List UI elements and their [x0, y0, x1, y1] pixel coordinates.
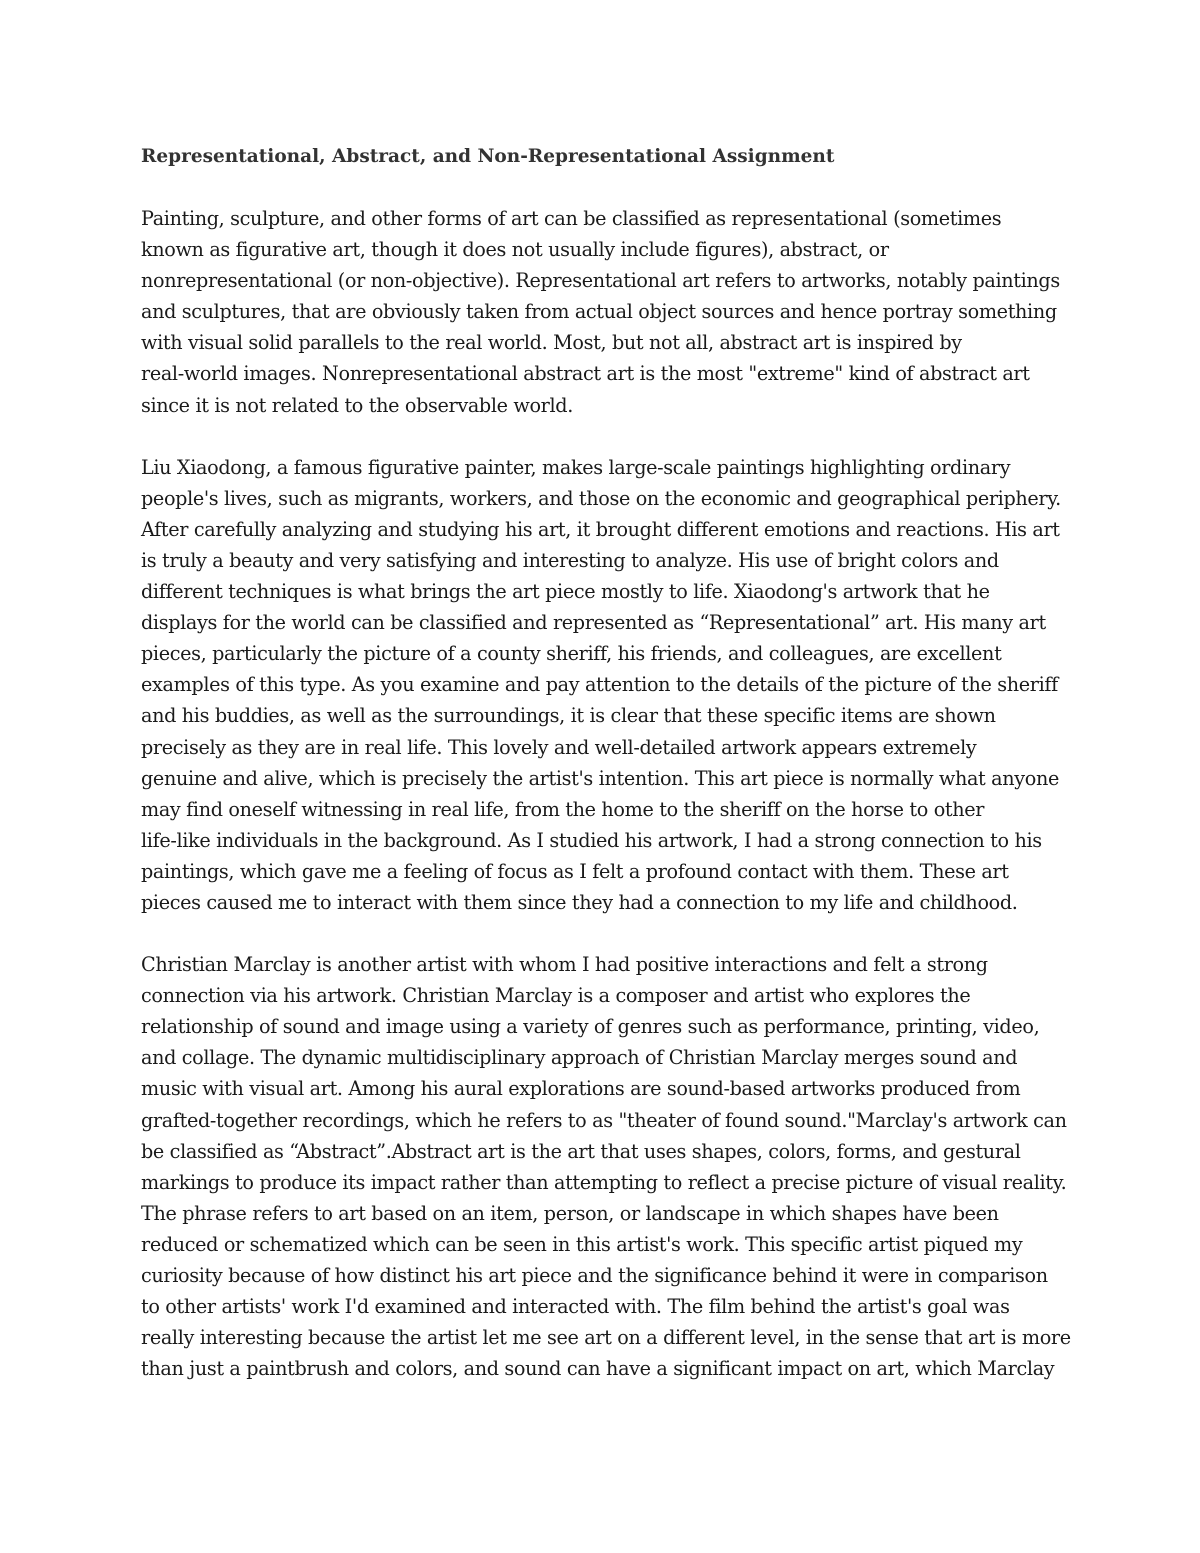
text-line: is truly a beauty and very satisfying and interesting to analyze. His use of bright colors and	[141, 548, 999, 572]
text-line: real-world images. Nonrepresentational abstract art is the most "extreme" kind of abstract art	[141, 362, 1030, 386]
text-line: different techniques is what brings the art piece mostly to life. Xiaodong's artwork that he	[141, 580, 990, 604]
text-line: markings to produce its impact rather than attempting to reflect a precise picture of visual reality.	[141, 1170, 1067, 1194]
text-line: with visual solid parallels to the real world. Most, but not all, abstract art is inspired by	[141, 331, 962, 355]
text-line: relationship of sound and image using a variety of genres such as performance, printing, video,	[141, 1015, 1040, 1039]
text-line: and sculptures, that are obviously taken from actual object sources and hence portray something	[141, 300, 1057, 324]
text-line: Liu Xiaodong, a famous figurative painter, makes large-scale paintings highlighting ordinary	[141, 455, 1011, 479]
text-line: since it is not related to the observable world.	[141, 393, 573, 417]
paragraph-christian-marclay	[141, 949, 1071, 1384]
text-line: really interesting because the artist let me see art on a different level, in the sense that art is more	[141, 1326, 1071, 1350]
document-body	[141, 141, 1071, 1415]
paragraph-representational-intro	[141, 203, 1066, 421]
text-line: music with visual art. Among his aural explorations are sound-based artworks produced from	[141, 1077, 1021, 1101]
text-line: pieces caused me to interact with them since they had a connection to my life and childhood.	[141, 890, 1018, 914]
text-line: reduced or schematized which can be seen in this artist's work. This specific artist piqued my	[141, 1232, 1023, 1256]
document-title: Representational, Abstract, and Non-Representational Assignment	[141, 146, 835, 167]
text-line: Christian Marclay is another artist with whom I had positive interactions and felt a strong	[141, 953, 988, 977]
text-line: precisely as they are in real life. This lovely and well-detailed artwork appears extremely	[141, 735, 977, 759]
text-line: paintings, which gave me a feeling of focus as I felt a profound contact with them. These art	[141, 859, 1009, 883]
text-line: grafted-together recordings, which he refers to as "theater of found sound."Marclay's artwork can	[141, 1108, 1067, 1132]
text-line: pieces, particularly the picture of a county sheriff, his friends, and colleagues, are excellent	[141, 642, 1002, 666]
text-line: than just a paintbrush and colors, and sound can have a significant impact on art, which Marclay	[141, 1357, 1055, 1381]
text-line: displays for the world can be classified and represented as “Representational” art. His many art	[141, 611, 1046, 635]
text-line: nonrepresentational (or non-objective). Representational art refers to artworks, notably paintings	[141, 269, 1060, 293]
text-line: to other artists' work I'd examined and interacted with. The film behind the artist's goal was	[141, 1295, 1010, 1319]
text-line: known as figurative art, though it does not usually include figures), abstract, or	[141, 238, 889, 262]
paragraph-liu-xiaodong	[141, 452, 1066, 918]
text-line: Painting, sculpture, and other forms of art can be classified as representational (sometimes	[141, 207, 1002, 230]
text-line: The phrase refers to art based on an item, person, or landscape in which shapes have been	[141, 1201, 999, 1225]
text-line: genuine and alive, which is precisely the artist's intention. This art piece is normally what anyone	[141, 766, 1059, 790]
text-line: connection via his artwork. Christian Marclay is a composer and artist who explores the	[141, 984, 971, 1008]
text-line: may find oneself witnessing in real life, from the home to the sheriff on the horse to other	[141, 797, 985, 821]
text-line: and his buddies, as well as the surroundings, it is clear that these specific items are shown	[141, 704, 996, 728]
text-line: and collage. The dynamic multidisciplinary approach of Christian Marclay merges sound and	[141, 1046, 1018, 1070]
text-line: After carefully analyzing and studying his art, it brought different emotions and reactions. His art	[141, 517, 1060, 541]
text-line: people's lives, such as migrants, workers, and those on the economic and geographical periphery.	[141, 486, 1061, 510]
text-line: examples of this type. As you examine and pay attention to the details of the picture of the sheriff	[141, 673, 1058, 697]
text-line: be classified as “Abstract”.Abstract art is the art that uses shapes, colors, forms, and gestural	[141, 1139, 1021, 1163]
text-line: life-like individuals in the background. As I studied his artwork, I had a strong connection to his	[141, 828, 1042, 852]
text-line: curiosity because of how distinct his art piece and the significance behind it were in comparison	[141, 1264, 1048, 1287]
